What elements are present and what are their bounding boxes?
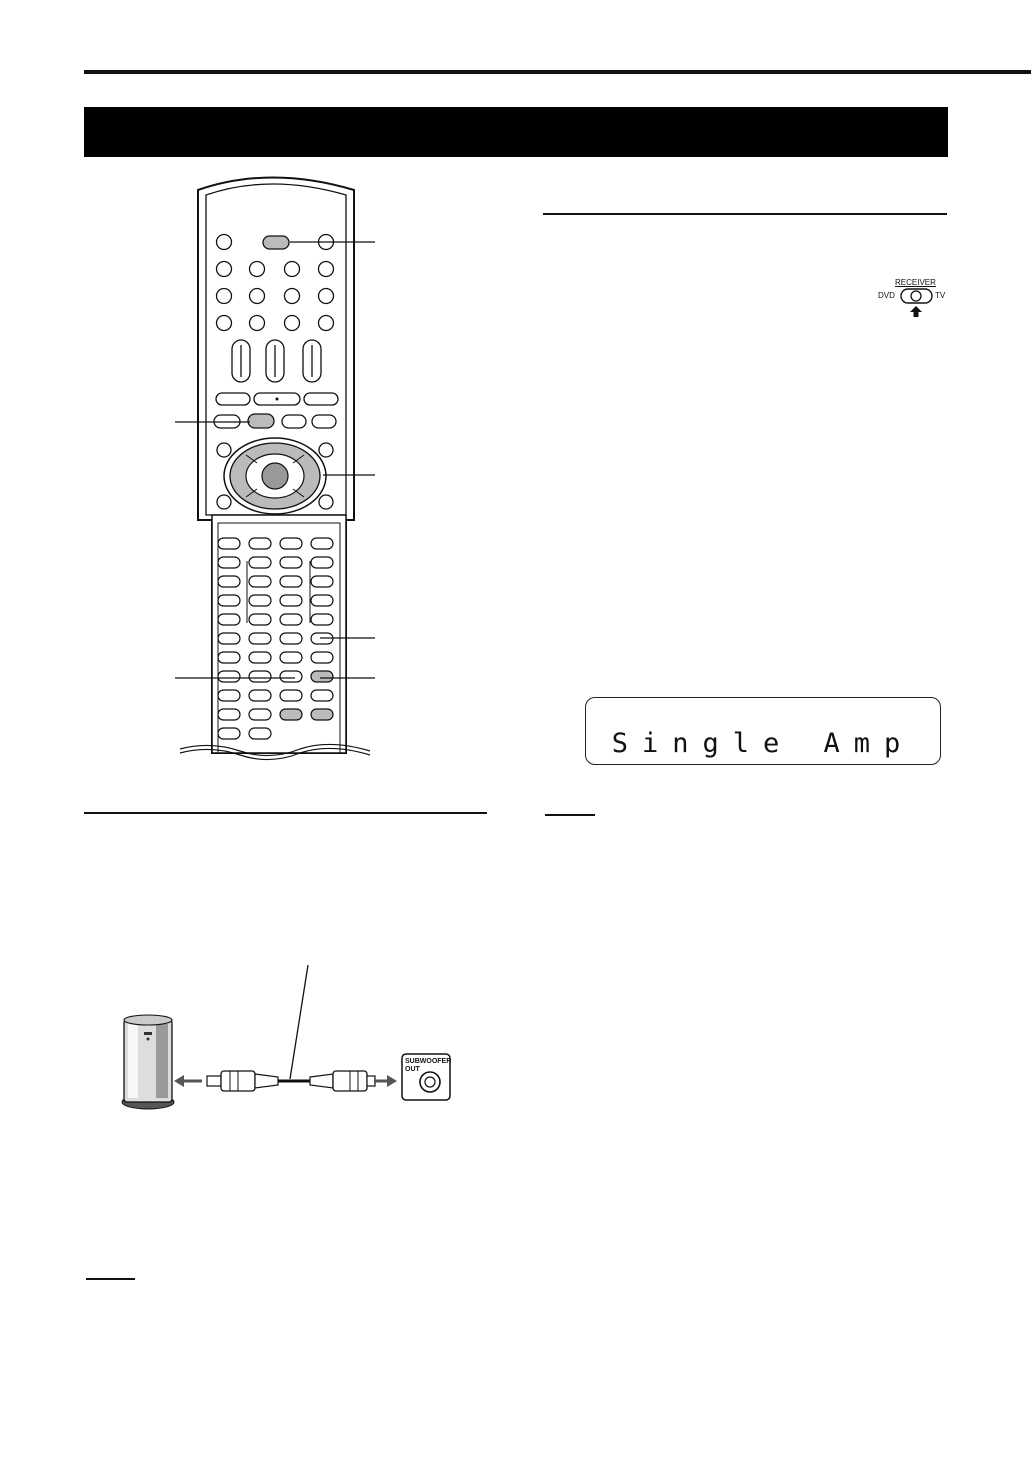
jack-label-line1: SUBWOOFER	[405, 1058, 452, 1065]
remote-grid-button	[218, 709, 240, 720]
remote-grid-button	[280, 690, 302, 701]
arrow-left-icon	[174, 1075, 202, 1087]
switch-right-label: TV	[935, 291, 946, 300]
remote-leader-lines	[170, 230, 385, 690]
selector-switch	[878, 278, 946, 320]
remote-grid-button	[280, 709, 302, 720]
display-panel	[585, 697, 941, 765]
remote-grid-button	[218, 690, 240, 701]
jack-label	[405, 1058, 451, 1074]
switch-knob-icon	[900, 288, 934, 318]
remote-grid-button	[311, 690, 333, 701]
subwoofer-speaker-icon	[122, 1015, 174, 1109]
switch-top-label: RECEIVER	[895, 278, 936, 287]
remote-grid-button	[249, 728, 271, 739]
note-rule-left	[86, 1278, 135, 1280]
header-rule	[84, 70, 1031, 74]
remote-grid-button	[249, 690, 271, 701]
right-section-rule	[543, 213, 947, 215]
subwoofer-connection-diagram	[110, 962, 460, 1112]
note-rule-right	[545, 814, 595, 816]
section-title-bar	[84, 107, 948, 157]
remote-grid-button	[311, 709, 333, 720]
arrow-right-icon	[374, 1075, 397, 1087]
switch-left-label: DVD	[878, 291, 895, 300]
display-text: Single Amp	[611, 728, 915, 759]
remote-grid-button	[218, 728, 240, 739]
left-section-rule	[84, 812, 487, 814]
jack-label-line2: OUT	[405, 1066, 420, 1073]
remote-grid-button	[249, 709, 271, 720]
